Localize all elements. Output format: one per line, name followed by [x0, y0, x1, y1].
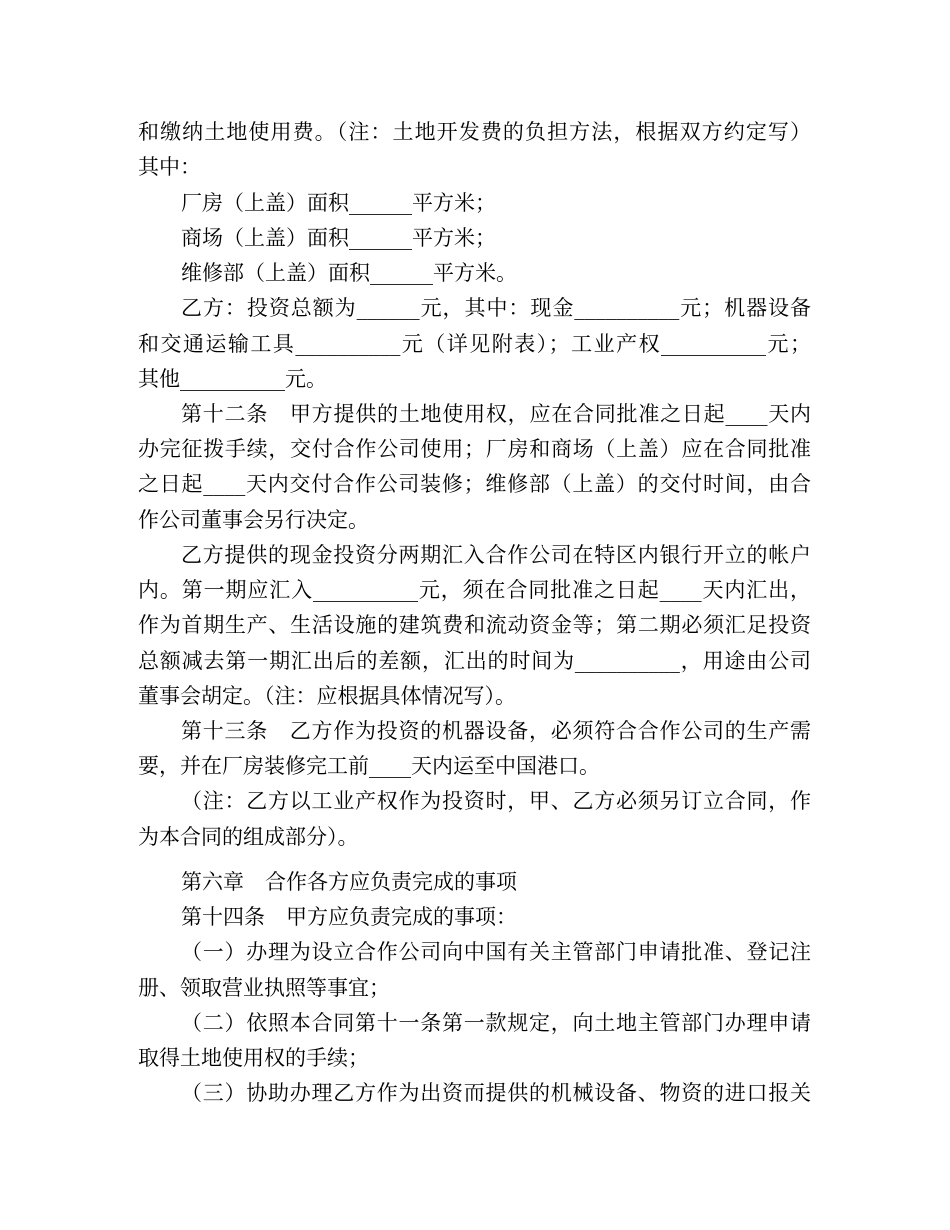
text-line: （注：乙方以工业产权作为投资时，甲、乙方必须另订立合同，作 [181, 789, 811, 813]
text-line: 为本合同的组成部分）。 [138, 825, 359, 849]
text-line: 第十二条 甲方提供的土地使用权，应在合同批准之日起____天内 [181, 402, 811, 426]
text-line: 和缴纳土地使用费。（注：土地开发费的负担方法，根据双方约定写） [138, 120, 811, 144]
text-line: 要，并在厂房装修完工前____天内运至中国港口。 [138, 754, 600, 778]
text-line: （三）协助办理乙方作为出资而提供的机械设备、物资的进口报关 [181, 1081, 811, 1105]
text-line: （一）办理为设立合作公司向中国有关主管部门申请批准、登记注 [181, 940, 811, 964]
text-line: 第十三条 乙方作为投资的机器设备，必须符合合作公司的生产需 [181, 719, 811, 743]
text-line: 作为首期生产、生活设施的建筑费和流动资金等；第二期必须汇足投资 [138, 613, 811, 637]
text-line: 取得土地使用权的手续； [138, 1046, 369, 1070]
text-line: 乙方提供的现金投资分两期汇入合作公司在特区内银行开立的帐户 [181, 543, 811, 567]
text-line: 厂房（上盖）面积______平方米； [181, 191, 496, 215]
text-line: 商场（上盖）面积______平方米； [181, 226, 496, 250]
text-line: 作公司董事会另行决定。 [138, 508, 369, 532]
text-line: 办完征拨手续，交付合作公司使用；厂房和商场（上盖）应在合同批准 [138, 437, 811, 461]
text-line: 内。第一期应汇入__________元，须在合同批准之日起____天内汇出， [138, 578, 811, 602]
article-heading: 第十四条 甲方应负责完成的事项： [181, 905, 517, 929]
text-line: 和交通运输工具__________元（详见附表）；工业产权__________元； [138, 332, 811, 356]
text-line: 其他__________元。 [138, 367, 327, 391]
text-line: 董事会胡定。（注：应根据具体情况写）。 [138, 684, 516, 708]
chapter-heading: 第六章 合作各方应负责完成的事项 [181, 870, 517, 894]
text-line: （二）依照本合同第十一条第一款规定，向土地主管部门办理申请 [181, 1011, 811, 1035]
text-line: 维修部（上盖）面积______平方米。 [181, 261, 517, 285]
text-line: 之日起____天内交付合作公司装修；维修部（上盖）的交付时间，由合 [138, 472, 811, 496]
text-line: 册、领取营业执照等事宜； [138, 976, 390, 1000]
text-line: 总额减去第一期汇出后的差额，汇出的时间为__________，用途由公司 [138, 649, 811, 673]
text-line: 其中： [138, 155, 201, 179]
text-line: 乙方：投资总额为______元，其中：现金__________元；机器设备 [181, 296, 811, 320]
